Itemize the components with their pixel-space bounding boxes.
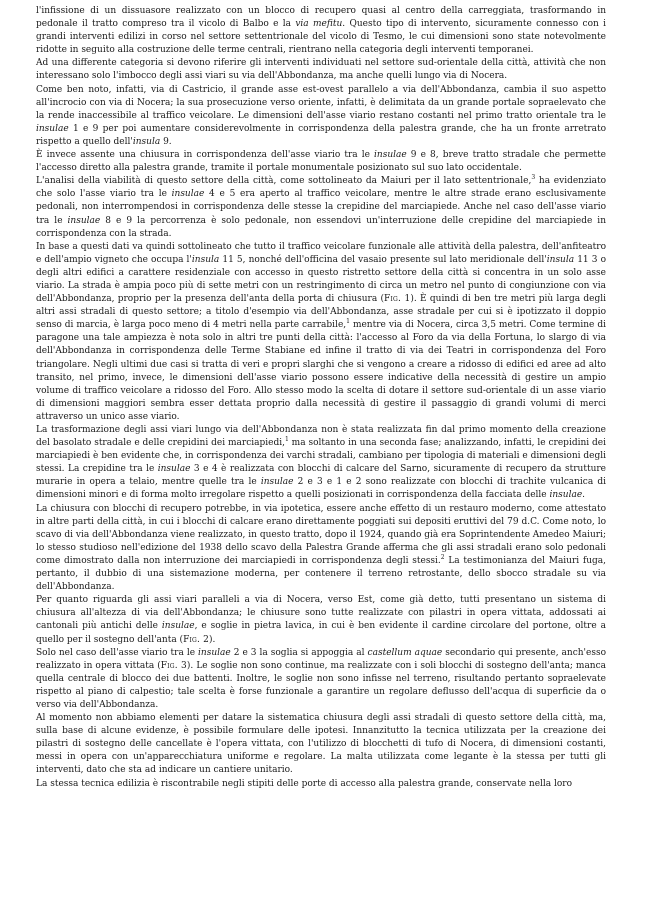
text-run: La stessa tecnica edilizia è riscontrabile negli stipiti delle porte di accesso alla palestra grande, conservate nella loro [36, 778, 573, 789]
italic-term: insulae [157, 464, 191, 475]
italic-term: insulae [36, 123, 69, 134]
footnote-marker: 3 [531, 174, 536, 182]
text-run: 1 e 9 per poi aumentare considerevolmente in corrispondenza della palestra grande, che ha un fronte arretrato rispetto a quello dell' [36, 123, 606, 147]
text-run: l'infissione di un dissuasore realizzato con un blocco di recupero quasi al centro della carreggiata, trasformando in pedonale il tratto compreso tra il vicolo di Balbo e la [36, 6, 606, 30]
text-run: Al momento non abbiamo elementi per datare la sistematica chiusura degli assi stradali di questo settore della città, ma, sulla base di alcune evidenze, è possibile formulare delle ipotesi. Innanzitutto la tecnica utilizzata per la creazione dei pilastri di sostegno delle cancellate è l'opera vittata, con l'utilizzo di blocchetti di tufo di Nocera, di dimensioni costanti, messi in opera con un'apparecchiatura uniforme e regolare. La malta utilizzata come legante è la stessa per tutti gli interventi, dato che sta ad indicare un cantiere unitario. [36, 713, 606, 776]
text-run: , e soglie in pietra lavica, in cui è ben evidente il cardine circolare del portone, oltre a quello per il sostegno dell'anta ( [36, 621, 606, 645]
body-paragraph [36, 175, 606, 240]
text-run: Come ben noto, infatti, via di Castricio, il grande asse est-ovest parallelo a via dell'Abbondanza, cambia il suo aspetto all'incrocio con via di Nocera; la sua prosecuzione verso oriente, infatti, è delimitata da un grande portale sopraelevato che la rende inaccessibile al traffico veicolare. Le dimensioni dell'asse viario restano costanti nel primo tratto orientale tra le [36, 84, 606, 121]
body-paragraph [36, 149, 606, 175]
body-paragraph [36, 594, 606, 646]
figure-reference: Fig. 2 [183, 634, 209, 645]
text-run: 9. [160, 136, 172, 147]
footnote-marker: 2 [440, 553, 445, 561]
text-run: 3 e 4 è realizzata con blocchi di calcare del Sarno, sicuramente di recupero da strutture murarie in opera a telaio, mentre quelle tra le [36, 464, 607, 488]
text-run: 2 e 3 la soglia si appoggia al [230, 647, 368, 658]
body-paragraph [36, 712, 606, 777]
text-run: Solo nel caso dell'asse viario tra le [36, 647, 199, 658]
text-run: 4 e 5 era aperto al traffico veicolare, mentre le altre strade erano esclusivamente pedonali, non interrompendosi in corrispondenza delle stesse la crepidine del marciapiede. Anche nel caso dell'asse viario tra le [36, 189, 606, 226]
body-paragraph [36, 503, 606, 595]
italic-term: insula [546, 254, 575, 265]
text-run: mentre via di Nocera, circa 3,5 metri. Come termine di paragone una tale ampiezza è nota solo in altri tre punti della città: l'accesso al Foro da via della Fortuna, lo slargo di via dell'Abbondanza in corrispondenza delle Terme Stabiane ed infine il tratto di via dei Teatri in corrispondenza del Foro triangolare. Negli ultimi due casi si tratta di veri e propri slarghi che si vengono a creare a ridosso di edifici ed aree ad alto transito, nel primo, invece, le dimensioni dell'asse viario possono essere indicative della necessità di gestire un ampio volume di traffico veicolare a ridosso del Foro. Allo stesso modo la scelta di dotare il settore sud-orientale di un asse viario di dimensioni maggiori sembra esser dettata proprio dalla necessità di gestire il passaggio di grandi volumi di merci attraverso un unico asse viario. [36, 320, 606, 422]
text-run: ma soltanto in una seconda fase; analizzando, infatti, le crepidini dei marciapiedi è ben evidente che, in corrispondenza dei varchi stradali, cambiano per tipologia di materiali e dimensioni degli stessi. La crepidine tra le [36, 438, 606, 475]
body-paragraph [36, 241, 606, 424]
italic-term: insula [132, 136, 161, 147]
italic-term: insulae [198, 647, 231, 658]
body-paragraph [36, 647, 606, 712]
italic-term: insulae [161, 621, 195, 632]
figure-reference: Fig. 1 [384, 294, 411, 305]
text-run: ). [209, 634, 216, 645]
figure-reference: Fig. 3 [160, 660, 187, 671]
italic-term: castellum aquae [367, 647, 443, 658]
text-run: secondario qui presente, anch'esso realizzato in opera vittata ( [36, 647, 607, 671]
body-paragraph [36, 84, 606, 149]
italic-term: insulae [549, 490, 583, 501]
text-run: ). È quindi di ben tre metri più larga degli altri assi stradali di questo settore; a titolo d'esempio via dell'Abbondanza, asse stradale per cui si è ipotizzato il doppio senso di marcia, è larga poco meno di 4 metri nella parte carrabile, [36, 294, 607, 331]
text-run: ). Le soglie non sono continue, ma realizzate con i soli blocchi di sostegno dell'anta; manca quella centrale di blocco dei due battenti. Inoltre, le soglie non sono infisse nel terreno, risultando pertanto sopraelevate rispetto al piano di calpestio; tale scelta è forse funzionale a garantire un regolare deflusso dell'acqua di superficie da o verso via dell'Abbondanza. [36, 660, 607, 710]
footnote-marker: 1 [284, 436, 289, 444]
text-run: In base a questi dati va quindi sottolineato che tutto il traffico veicolare funzionale alle attività della palestra, dell'anfiteatro e dell'ampio vigneto che occupa l' [36, 241, 606, 265]
text-run: 11 3 o degli altri edifici a carattere residenziale con accesso in questo ristretto settore della città si concentra in un solo asse viario. La strada è ampia poco più di sette metri con un restringimento di circa un metro nel punto di congiunzione con via dell'Abbondanza, proprio per la presenza dell'anta della porta di chiusura ( [36, 254, 606, 305]
text-run: È invece assente una chiusura in corrispondenza dell'asse viario tra le [36, 150, 375, 161]
text-run: 9 e 8, breve tratto stradale che permette l'accesso diretto alla palestra grande, tramite il portale monumentale posizionato sul suo lato occidentale. [36, 150, 606, 174]
body-paragraph [36, 778, 606, 791]
italic-term: insulae [171, 189, 205, 200]
text-run: . [582, 490, 586, 501]
text-run: La chiusura con blocchi di recupero potrebbe, in via ipotetica, essere anche effetto di un restauro moderno, come attestato in altre parti della città, in cui i blocchi di calcare erano direttamente poggiati sui depositi eruttivi del 79 d.C. Come noto, lo scavo di via dell'Abbondanza viene realizzato, in questo tratto, dopo il 1924, quando già era Soprintendente Amedeo Maiuri; lo stesso studioso nell'edizione del 1938 dello scavo della Palestra Grande afferma che gli assi stradali erano solo pedonali come dimostrato dalla non interruzione dei marciapiedi in corrispondenza degli stessi. [36, 503, 606, 566]
italic-term: insulae [374, 150, 407, 161]
text-run: La trasformazione degli assi viari lungo via dell'Abbondanza non è stata realizzata fin dal primo momento della creazione del basolato stradale e delle crepidini dei marciapiedi, [36, 425, 606, 449]
body-paragraph [36, 424, 606, 503]
footnote-marker: 1 [346, 318, 350, 326]
text-run: 2 e 3 e 1 e 2 sono realizzate con blocchi di trachite vulcanica di dimensioni minori e di forma molto irregolare rispetto a quelli posizionati in corrispondenza della facciata delle [36, 477, 606, 501]
italic-term: insulae [67, 215, 101, 226]
italic-term: insula [191, 254, 220, 265]
italic-term: insulae [260, 477, 294, 488]
text-run: 8 e 9 la percorrenza è solo pedonale, non essendovi un'interruzione delle crepidine del marciapiede in corrispondenza con la strada. [36, 215, 606, 239]
text-run: Per quanto riguarda gli assi viari paralleli a via di Nocera, verso Est, come già detto, tutti presentano un sistema di chiusura all'altezza di via dell'Abbondanza; le chiusure sono tutte realizzate con pilastri in opera vittata, addossati ai cantonali più antichi delle [36, 595, 606, 632]
text-run: L'analisi della viabilità di questo settore della città, come sottolineato da Maiuri per il lato settentrionale, [36, 176, 532, 187]
text-run: . Questo tipo di intervento, sicuramente connesso con i grandi interventi edilizi in corso nel settore settentrionale del vicolo di Tesmo, le cui dimensioni sono state notevolmente ridotte in seguito alla costruzione delle terme centrali, rientrano nella categoria degli interventi temporanei. [36, 19, 607, 56]
body-paragraph [36, 5, 606, 57]
text-run: 11 5, nonché dell'officina del vasaio presente sul lato meridionale dell' [219, 254, 547, 265]
text-run: La testimonianza del Maiuri fuga, pertanto, il dubbio di una sistemazione moderna, per contenere il terreno retrostante, dello sbocco stradale su via dell'Abbondanza. [36, 555, 606, 593]
text-run: ha evidenziato che solo l'asse viario tra le [36, 176, 607, 200]
text-run: Ad una differente categoria si devono riferire gli interventi individuati nel settore sud-orientale della città, attività che non interessano solo l'imbocco degli assi viari su via dell'Abbondanza, ma anche quelli lungo via di Nocera. [36, 58, 606, 82]
body-paragraph [36, 57, 606, 83]
italic-term: via mefitu [295, 19, 343, 30]
